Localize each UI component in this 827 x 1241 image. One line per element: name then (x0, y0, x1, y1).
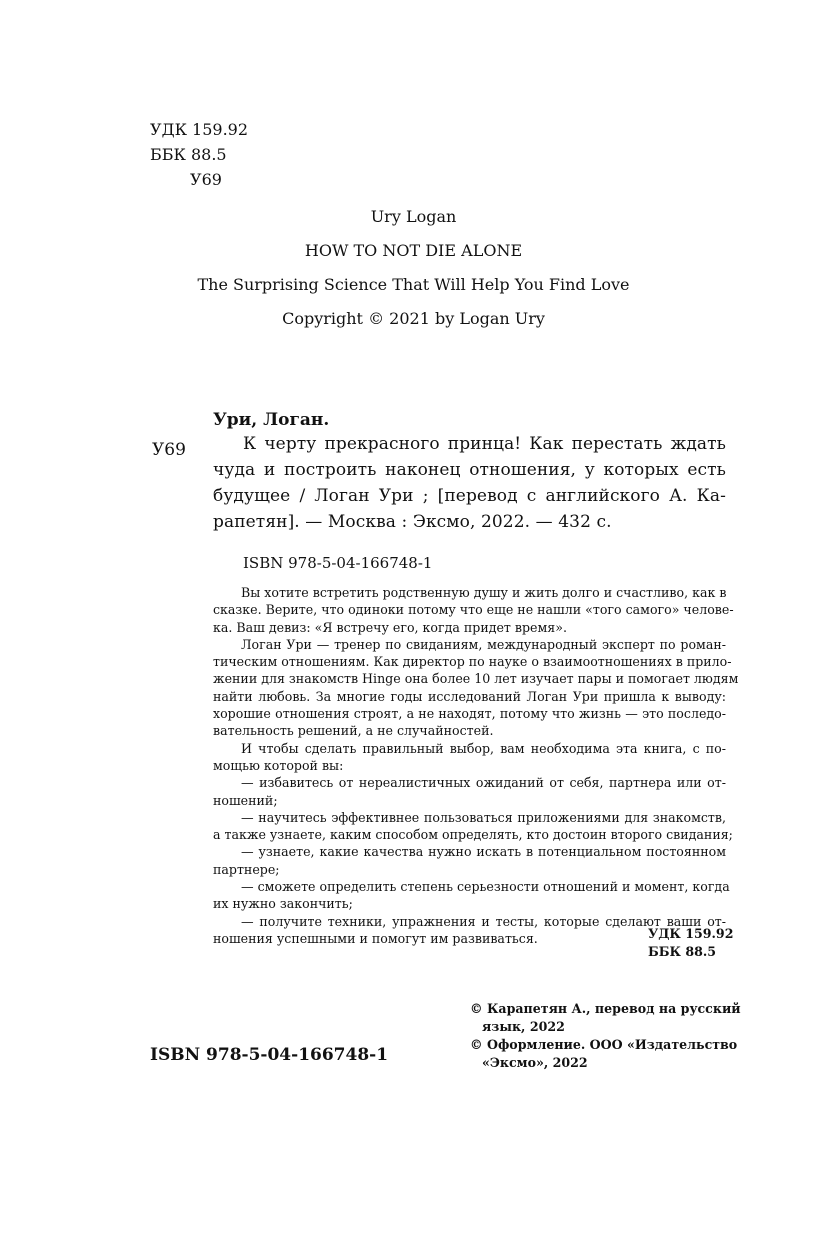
description-line: будущее / Логан Ури ; [перевод с английского А. Ка- (213, 486, 726, 506)
description-line: чуда и построить наконец отношения, у которых есть (213, 460, 726, 480)
annotation-line: — сможете определить степень серьезности отношений и момент, когда (241, 879, 730, 895)
annotation-codes (648, 925, 733, 960)
original-subtitle: The Surprising Science That Will Help You Find Love (197, 275, 630, 294)
annotation-line: И чтобы сделать правильный выбор, вам необходима эта книга, с по- (241, 740, 726, 756)
translation-copyright: © Карапетян А., перевод на русский (470, 1001, 741, 1016)
annotation-line: Вы хотите встретить родственную душу и жить долго и счастливо, как в (241, 585, 727, 600)
description-line: рапетян]. — Москва : Эксмо, 2022. — 432 с. (213, 512, 612, 532)
design-copyright-cont: «Эксмо», 2022 (482, 1055, 588, 1070)
annotation-paragraph (213, 878, 730, 913)
classification-codes (150, 117, 248, 192)
annotation-paragraph (213, 843, 726, 878)
annotation-line: а также узнаете, каким способом определять, кто достоин второго свидания; (213, 827, 733, 843)
annotation-line: Логан Ури — тренер по свиданиям, международный эксперт по роман- (241, 636, 726, 652)
annotation-line: ношений; (213, 792, 278, 808)
annotation-line: хорошие отношения строят, а не находят, потому что жизнь — это последо- (213, 706, 726, 722)
annotation-line: — избавитесь от нереалистичных ожиданий от себя, партнера или от- (241, 775, 726, 791)
udk-code: УДК 159.92 (150, 120, 249, 139)
record-isbn: ISBN 978-5-04-166748-1 (243, 554, 433, 572)
bbk-code: ББК 88.5 (150, 145, 227, 164)
annotation-paragraph (213, 809, 733, 844)
annotation-line: — узнаете, какие качества нужно искать в потенциальном постоянном (241, 844, 726, 860)
annotation-bbk: ББК 88.5 (648, 943, 717, 959)
annotation-line: тическим отношениям. Как директор по науке о взаимоотношениях в прило- (213, 654, 732, 670)
translation-copyright-cont: язык, 2022 (482, 1019, 565, 1034)
annotation-line: — научитесь эффективнее пользоваться приложениями для знакомств, (241, 809, 726, 825)
annotation-paragraph (213, 584, 734, 636)
annotation-line: их нужно закончить; (213, 896, 353, 912)
annotation-line: вательность решений, а не случайностей. (213, 723, 494, 739)
annotation-line: сказке. Верите, что одиноки потому что еще не нашли «того самого» челове- (213, 602, 734, 618)
author-mark: У69 (190, 170, 222, 189)
description-line: К черту прекрасного принца! Как перестать ждать (243, 434, 726, 454)
annotation-line: — получите техники, упражнения и тесты, которые сделают ваши от- (241, 913, 726, 929)
original-author: Ury Logan (370, 207, 457, 226)
annotation-paragraph (213, 740, 726, 775)
original-title: HOW TO NOT DIE ALONE (304, 241, 523, 260)
annotation-line: найти любовь. За многие годы исследований Логан Ури пришла к выводу: (213, 688, 726, 704)
author-heading: Ури, Логан. (213, 410, 330, 430)
record-author-mark: У69 (152, 440, 186, 460)
annotation-paragraph (213, 636, 739, 740)
annotation-paragraph (213, 774, 726, 809)
original-copyright: Copyright © 2021 by Logan Ury (282, 309, 545, 328)
annotation-line: жении для знакомств Hinge она более 10 лет изучает пары и помогает людям (213, 671, 739, 687)
annotation (213, 584, 739, 947)
annotation-udk: УДК 159.92 (648, 926, 734, 941)
annotation-line: мощью которой вы: (213, 757, 344, 773)
annotation-line: партнере; (213, 861, 280, 877)
copyright-block (470, 1000, 741, 1072)
isbn-bottom: ISBN 978-5-04-166748-1 (150, 1045, 389, 1065)
annotation-line: ношения успешными и помогут им развиваться. (213, 930, 538, 946)
annotation-line: ка. Ваш девиз: «Я встречу его, когда придет время». (213, 619, 567, 635)
design-copyright: © Оформление. ООО «Издательство (470, 1037, 738, 1052)
